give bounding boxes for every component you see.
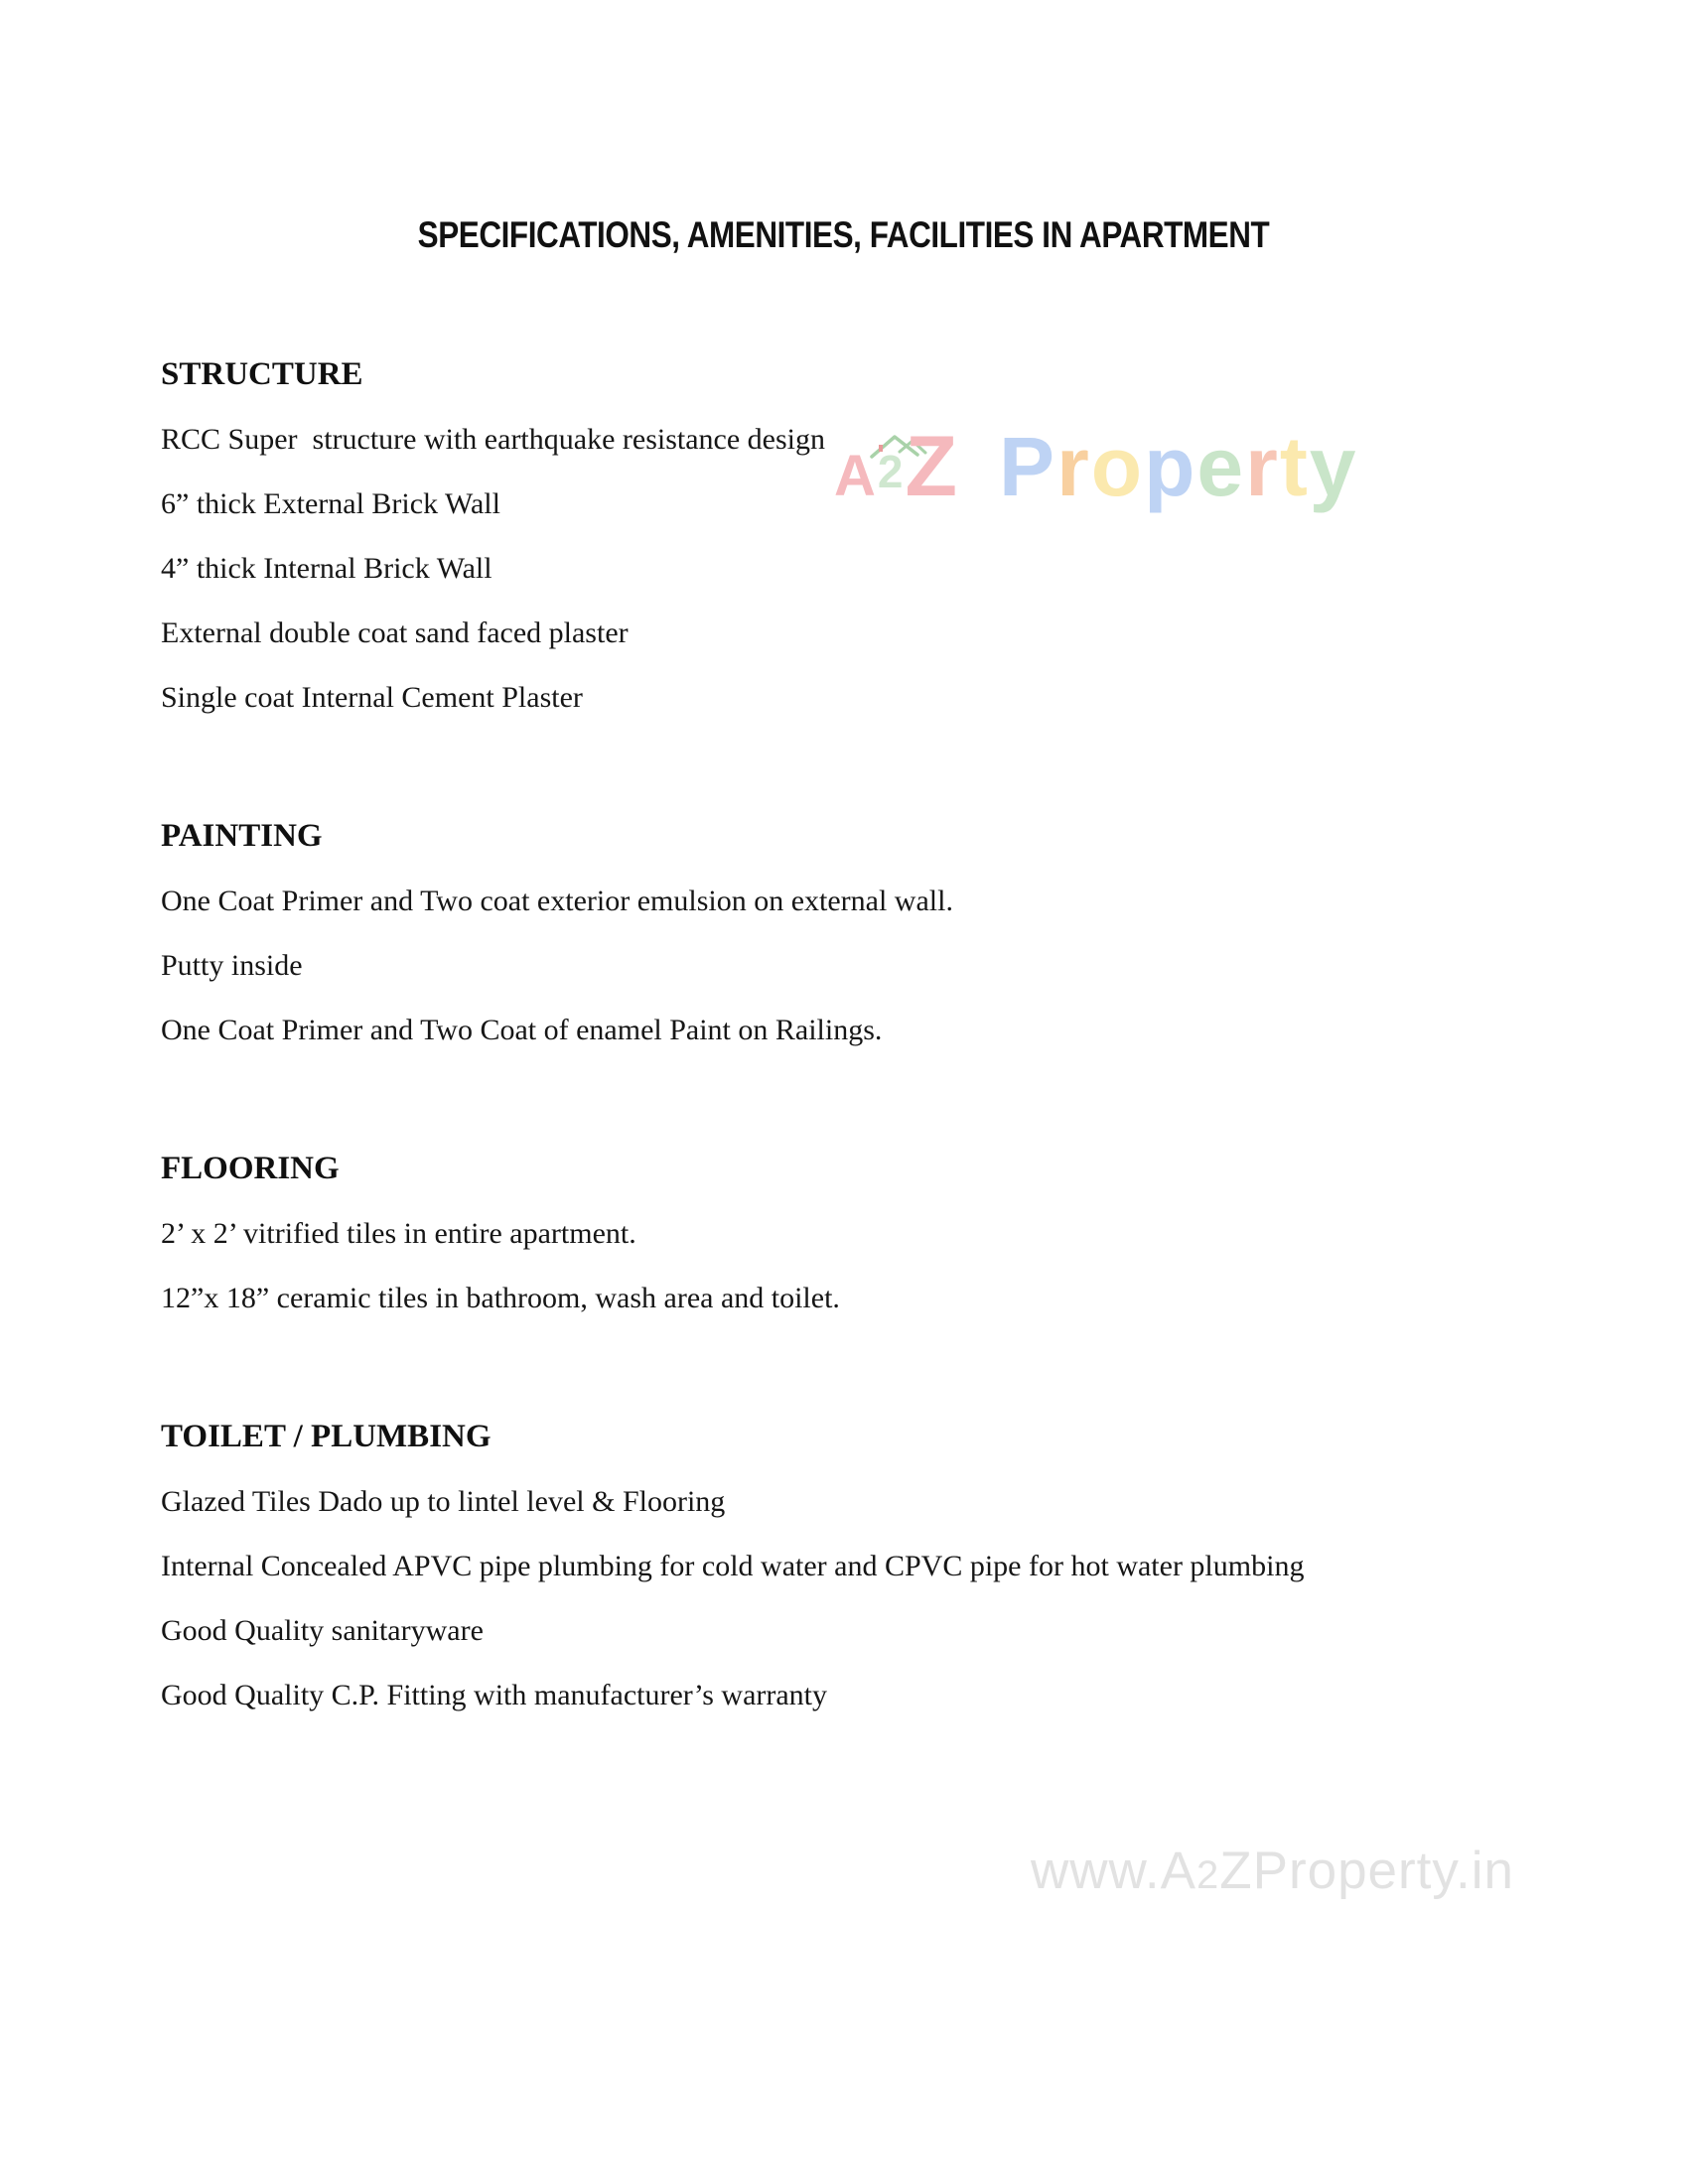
spec-line: External double coat sand faced plaster xyxy=(161,616,629,649)
brand-letter: e xyxy=(1196,420,1246,513)
brand-letter: r xyxy=(1056,420,1091,513)
brand-letter: y xyxy=(1309,420,1358,513)
website-watermark-prefix: www.A xyxy=(1031,1842,1196,1900)
spec-line: Internal Concealed APVC pipe plumbing for cold water and CPVC pipe for hot water plumbing xyxy=(161,1550,1305,1582)
brand-letter: o xyxy=(1090,420,1145,513)
brand-letter: t xyxy=(1279,420,1310,513)
spec-line: Single coat Internal Cement Plaster xyxy=(161,681,583,714)
spec-line: Putty inside xyxy=(161,949,303,982)
website-watermark-suffix: ZProperty.in xyxy=(1219,1842,1514,1900)
brand-letter: r xyxy=(1245,420,1280,513)
spec-line: RCC Super structure with earthquake resistance design xyxy=(161,423,825,456)
spec-section xyxy=(161,342,1538,730)
spec-line: 6” thick External Brick Wall xyxy=(161,487,500,520)
website-watermark-sub: 2 xyxy=(1195,1853,1220,1897)
section-heading: FLOORING xyxy=(161,1151,340,1186)
spec-section xyxy=(161,1137,1538,1330)
website-watermark xyxy=(1031,1842,1514,1900)
brand-letter-2: 2 xyxy=(877,446,904,497)
spec-section xyxy=(161,1405,1538,1727)
brand-letter-a: A xyxy=(834,444,876,508)
spec-line: Glazed Tiles Dado up to lintel level & Flooring xyxy=(161,1485,726,1518)
spec-line: One Coat Primer and Two coat exterior emulsion on external wall. xyxy=(161,885,953,917)
section-heading: STRUCTURE xyxy=(161,356,363,392)
section-heading: PAINTING xyxy=(161,818,323,854)
section-heading: TOILET / PLUMBING xyxy=(161,1419,492,1454)
brand-letter: P xyxy=(999,420,1057,513)
spec-line: 2’ x 2’ vitrified tiles in entire apartment. xyxy=(161,1217,636,1250)
spec-line: 4” thick Internal Brick Wall xyxy=(161,552,492,585)
spec-line: 12”x 18” ceramic tiles in bathroom, wash area and toilet. xyxy=(161,1282,840,1314)
spec-section xyxy=(161,804,1538,1062)
specifications-content xyxy=(161,342,1538,1727)
brand-letter-z: Z xyxy=(905,419,958,514)
brand-letter: p xyxy=(1144,420,1197,513)
spec-line: Good Quality C.P. Fitting with manufacturer’s warranty xyxy=(161,1679,828,1711)
spec-line: Good Quality sanitaryware xyxy=(161,1614,484,1647)
page-title: SPECIFICATIONS, AMENITIES, FACILITIES IN APARTMENT xyxy=(417,214,1270,255)
spec-line: One Coat Primer and Two Coat of enamel Paint on Railings. xyxy=(161,1014,883,1046)
